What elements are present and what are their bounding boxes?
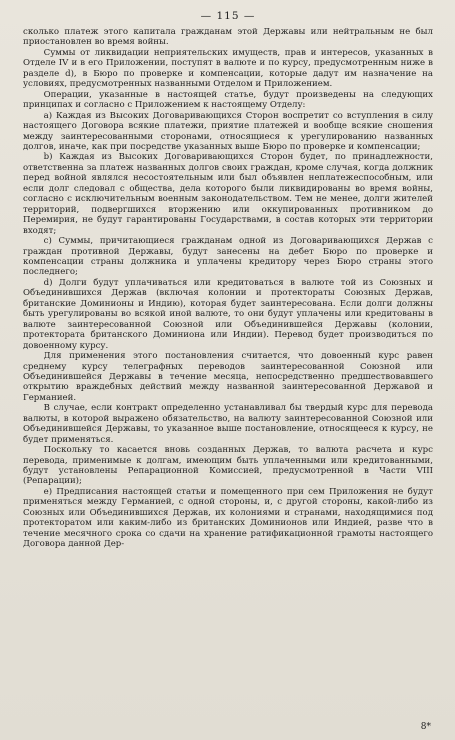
paragraph: Суммы от ликвидации неприятельских имуществ, прав и интересов, указанных в Отделе IV и в его Приложении, поступят в валюте и по курсу, предусмотренным ниже в разделе d), в Бюро по проверке и компенсации, которые дадут им назначение на условиях, предусмотренных названными Отделом и Приложением. (23, 47, 433, 90)
paragraph: b) Каждая из Высоких Договаривающихся Сторон будет, по принадлежности, ответственна за платеж названных долгов своих граждан, кроме случая, когда должник перед войной являлся несостоятельным или был объявлен неплатежеспособным, или если долг следовал с общества, дела которого были ликвидированы во время войны, согласно с исключительным военным законодательством. Тем не менее, долги жителей территорий, подвергшихся вторжению или оккупированных противником до Перемирия, не будут гарантированы Государствами, в состав которых эти территории входят; (23, 152, 433, 236)
paragraph: с) Суммы, причитающиеся гражданам одной из Договаривающихся Держав с граждан противной Державы, будут занесены на дебет Бюро по проверке и компенсации страны должника и уплачены кредитору через Бюро страны этого последнего; (23, 236, 433, 278)
paragraph: а) Каждая из Высоких Договаривающихся Сторон воспретит со вступления в силу настоящего Договора всякие платежи, приятие платежей и вообще всякие сношения между заинтересованными сторонами, относящиеся к урегулированию названных долгов, иначе, как при посредстве указанных выше Бюро по проверке и компенсации; (23, 110, 433, 152)
page-number: — 115 — (200, 10, 256, 22)
signature-mark: 8* (420, 722, 431, 732)
paragraph: Поскольку то касается вновь созданных Держав, то валюта расчета и курс перевода, применимые к долгам, имеющим быть уплаченными или кредитованными, будут установлены Репарационной Комиссией, предусмотренной в Части VIII (Репарации); (23, 445, 433, 487)
paragraph: е) Предписания настоящей статьи и помещенного при сем Приложения не будут применяться между Германией, с одной стороны, и, с другой стороны, какой-либо из Союзных или Объединившихся Держав, их колониями и странами, находящимися под протекторатом или каким-либо из британских Доминионов или Индией, разве что в течение месячного срока со сдачи на хранение ратификационной грамоты настоящего Договора данной Дер- (23, 486, 433, 550)
paragraph: В случае, если контракт определенно устанавливал бы твердый курс для перевода валюты, в которой выражено обязательство, на валюту заинтересованной Союзной или Объединившейся Державы, то указанное выше постановление, относящееся к курсу, не будет применяться. (23, 403, 433, 445)
paragraph: сколько платеж этого капитала гражданам этой Державы или нейтральным не был приостановлен во время войны. (23, 27, 433, 48)
paragraph: Для применения этого постановления считается, что довоенный курс равен среднему курсу телеграфных переводов заинтересованной Союзной или Объединившейся Державы в течение месяца, непосредственно предшествовавшего открытию враждебных действий между названной заинтересованной Державой и Германией. (23, 351, 433, 403)
paragraph: d) Долги будут уплачиваться или кредитоваться в валюте той из Союзных и Объединившихся Держав (включая колонии и протектораты Союзных Держав, британские Доминионы и Индию), которая будет заинтересована. Если долги должны быть урегулированы во всякой иной валюте, то они будут уплачены или кредитованы в валюте заинтересованной Союзной или Объединившейся Державы (колонии, протектората британского Доминиона или Индии). Перевод будет производиться по довоенному курсу. (23, 277, 433, 351)
document-body (23, 27, 433, 550)
paragraph: Операции, указанные в настоящей статье, будут произведены на следующих принципах и согласно с Приложением к настоящему Отделу: (23, 89, 433, 111)
